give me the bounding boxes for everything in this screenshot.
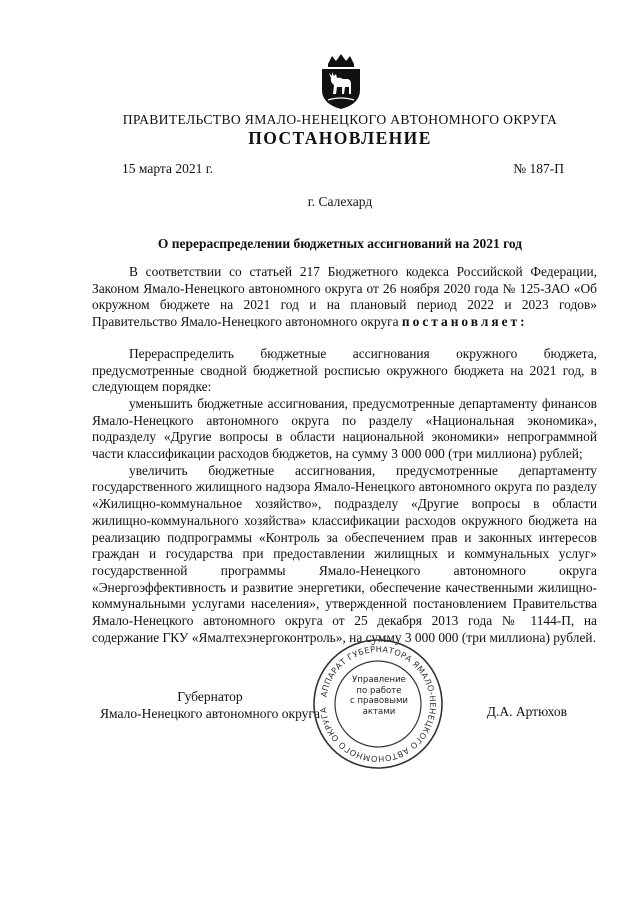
signatory-region: Ямало-Ненецкого автономного округа	[100, 706, 320, 721]
signatory-title: Губернатор	[177, 689, 243, 704]
document-body	[92, 264, 597, 646]
resolves-word: постановляет:	[401, 314, 528, 330]
signatory-role	[80, 688, 340, 722]
city: г. Салехард	[307, 194, 373, 209]
document-date: 15 марта 2021 г.	[122, 161, 214, 176]
stamp-inner-text	[349, 675, 409, 717]
document-title: О перераспределении бюджетных ассигнований на 2021 год	[157, 236, 523, 251]
stamp-line: Управление	[352, 675, 406, 685]
government-name: ПРАВИТЕЛЬСТВО ЯМАЛО-НЕНЕЦКОГО АВТОНОМНОГО ОКРУГА	[122, 112, 558, 127]
paragraph-preamble	[92, 264, 597, 331]
preamble-text: В соответствии со статьей 217 Бюджетного кодекса Российской Федерации, Законом Ямало-Ненецкого автономного округа от 26 ноября 2020 года № 125-ЗАО «Об окружном бюджете на 2021 год и на плановый период 2022 и 2023 годов» Правительство Ямало-Ненецкого автономного округа	[92, 264, 597, 330]
coat-of-arms-icon	[318, 52, 364, 110]
stamp-line: по работе	[356, 685, 402, 696]
signatory-name: Д.А. Артюхов	[486, 704, 567, 719]
paragraph-decrease: уменьшить бюджетные ассигнования, предусмотренные департаменту финансов Ямало-Ненецкого автономного округа по разделу «Национальная экономика», подразделу «Другие вопросы в области национальной экономики» непрограммной части классификации расходов бюджетов, на сумму 3 000 000 (три миллиона) рублей;	[92, 395, 597, 462]
document-type: ПОСТАНОВЛЕНИЕ	[248, 128, 432, 148]
document-number: № 187-П	[513, 161, 564, 176]
paragraph-redistribute: Перераспределить бюджетные ассигнования окружного бюджета, предусмотренные сводной бюджетной росписью окружного бюджета на 2021 год, в следующем порядке:	[92, 345, 597, 395]
stamp-ring-text: АППАРАТ ГУБЕРНАТОРА ЯМАЛО-НЕНЕЦКОГО АВТОНОМНОГО ОКРУГА	[318, 643, 439, 765]
stamp-line: актами	[362, 706, 396, 717]
paragraph-increase: увеличить бюджетные ассигнования, предусмотренные департаменту государственного жилищного надзора Ямало-Ненецкого автономного округа по разделу «Жилищно-коммунальное хозяйство», подразделу «Другие вопросы в области жилищно-коммунального хозяйства» классификации расходов окружного бюджета на реализацию подпрограммы «Контроль за обеспечением прав и законных интересов граждан и государства при предоставлении жилищных и коммунальных услуг» государственной программы Ямало-Ненецкого автономного округа «Энергоэффективность и развитие энергетики, обеспечение качественными жилищно-коммунальными услугами населения», утвержденной постановлением Правительства Ямало-Ненецкого автономного округа от 25 декабря 2013 года № 1144-П, на содержание ГКУ «Ямалтехэнергоконтроль», на сумму 3 000 000 (три миллиона) рублей.	[92, 462, 597, 645]
stamp-line: с правовыми	[349, 696, 409, 707]
